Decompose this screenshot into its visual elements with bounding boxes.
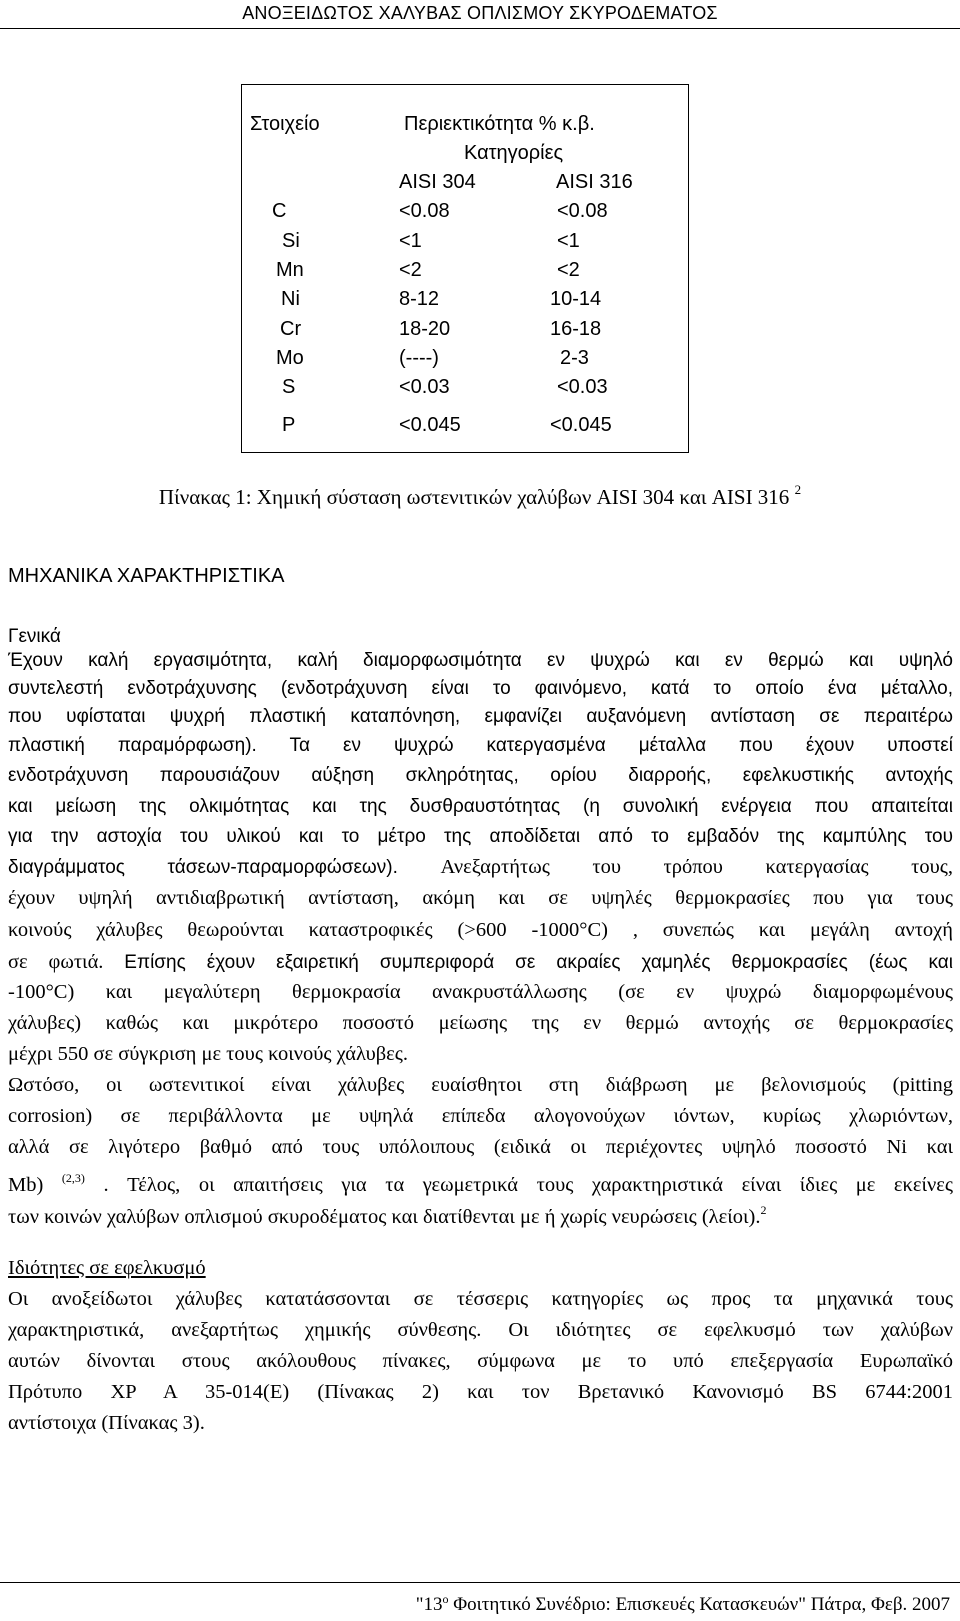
page-header: ΑΝΟΞΕΙΔΩΤΟΣ ΧΑΛΥΒΑΣ ΟΠΛΙΣΜΟΥ ΣΚΥΡΟΔΕΜΑΤΟΣ — [0, 0, 960, 29]
paragraph-line: μέχρι 550 σε σύγκριση με τους κοινούς χάλυβες. — [8, 1043, 409, 1065]
paragraph-line: χαρακτηριστικά, ανεξαρτήτως χημικής σύνθεσης. Οι ιδιότητες σε εφελκυσμό των χαλύβων — [8, 1319, 953, 1341]
paragraph-fragment: Τα εν ψυχρώ κατεργασμένα μέταλλα που έχουν υποστεί — [289, 735, 953, 756]
paragraph-line: που υφίσταται ψυχρή πλαστική καταπόνηση, εμφανίζει αυξανόμενη αντίσταση σε περαιτέρω — [8, 706, 953, 727]
table-cell-aisi316: <2 — [557, 259, 580, 281]
table-cell-aisi304: <2 — [399, 259, 422, 281]
table-header-element: Στοιχείο — [250, 113, 320, 135]
table-cell-element: Si — [282, 230, 300, 252]
paragraph-line — [8, 732, 953, 760]
paragraph-line: Ωστόσο, οι ωστενιτικοί είναι χάλυβες ευαίσθητοι στη διάβρωση με βελονισμούς (pitting — [8, 1074, 953, 1096]
table-cell-element: Mn — [276, 259, 304, 281]
table-header-content: Περιεκτικότητα % κ.β. — [404, 113, 595, 135]
table-cell-element: Cr — [280, 318, 302, 340]
paragraph-line: αυτών δίνονται στους ακόλουθους πίνακες, σύμφωνα με το υπό επεξεργασία Ευρωπαϊκό — [8, 1350, 953, 1372]
subheading-general: Γενικά — [8, 626, 61, 647]
table-cell-aisi304: 8-12 — [399, 288, 440, 310]
paragraph-fragment: Επίσης έχουν εξαιρετική συμπεριφορά σε ακραίες χαμηλές θερμοκρασίες (έως και — [124, 952, 953, 973]
composition-table — [241, 84, 689, 453]
table-cell-aisi316: 10-14 — [550, 288, 602, 310]
subheading-tensile — [8, 1254, 953, 1282]
paragraph-line — [8, 1196, 953, 1231]
paragraph-line: και μείωση της ολκιμότητας και της δυσθραυστότητας (η συνολική ενέργεια που απαιτείται — [8, 796, 953, 817]
reference-marker: (2,3) — [61, 1171, 85, 1185]
table-cell-aisi304: <0.045 — [399, 414, 461, 436]
table-cell-aisi316: 2-3 — [560, 347, 589, 369]
page-footer — [0, 1582, 960, 1617]
paragraph-line: -100°C) και μεγαλύτερη θερμοκρασία ανακρυστάλλωσης (σε εν ψυχρώ διαμορφωμένους — [8, 981, 953, 1003]
paragraph-line: έχουν υψηλή αντιδιαβρωτική αντίσταση, ακόμη και σε υψηλές θερμοκρασίες που για τους — [8, 887, 953, 909]
paragraph-fragment: Ανεξαρτήτως του τρόπου κατεργασίας τους, — [440, 856, 954, 878]
table-cell-aisi304: <0.03 — [399, 376, 450, 398]
table-cell-aisi304: <0.08 — [399, 200, 450, 222]
footer-superscript: ο — [442, 1592, 449, 1606]
paragraph-line: Πρότυπο XP A 35-014(E) (Πίνακας 2) και τον Βρετανικό Κανονισμό BS 6744:2001 — [8, 1381, 953, 1403]
reference-marker: 2 — [760, 1203, 767, 1217]
paragraph-line: για την αστοχία του υλικού και το μέτρο της αποδίδεται από το εμβαδόν της καμπύλης του — [8, 826, 953, 847]
table-cell-element: P — [282, 414, 296, 436]
paragraph-line: Οι ανοξείδωτοι χάλυβες κατατάσσονται σε τέσσερις κατηγορίες ως προς τα μηχανικά τους — [8, 1288, 953, 1310]
table-cell-aisi316: 16-18 — [550, 318, 602, 340]
table-cell-element: S — [282, 376, 296, 398]
table-cell-aisi316: <0.08 — [557, 200, 608, 222]
table-cell-element: Ni — [281, 288, 300, 310]
paragraph-line: συντελεστή ενδοτράχυνσης (ενδοτράχυνση είναι το φαινόμενο, κατά το οποίο ένα μέταλλο, — [8, 678, 953, 699]
table-cell-aisi304: 18-20 — [399, 318, 451, 340]
paragraph-line — [8, 948, 953, 977]
paragraph-fragment: Mb) — [8, 1174, 62, 1196]
paragraph-fragment: πλαστική παραμόρφωση). — [8, 735, 290, 756]
table-caption-text: Πίνακας 1: Χημική σύσταση ωστενιτικών χαλύβων AISI 304 και AISI 316 — [158, 485, 795, 509]
paragraph-line: Έχουν καλή εργασιμότητα, καλή διαμορφωσιμότητα εν ψυχρώ και εν θερμώ και υψηλό — [8, 650, 953, 671]
footer-text: "13 — [415, 1594, 443, 1615]
paragraph-fragment: των κοινών χαλύβων οπλισμού σκυροδέματος και διατίθενται με ή χωρίς νευρώσεις (λείοι). — [8, 1206, 761, 1228]
paragraph-line: ενδοτράχυνση παρουσιάζουν αύξηση σκληρότητας, ορίου διαρροής, εφελκυστικής αντοχής — [8, 765, 953, 786]
table-cell-aisi304: (----) — [399, 347, 439, 369]
table-cell-element: C — [272, 200, 287, 222]
paragraph-line: αντίστοιχα (Πίνακας 3). — [8, 1412, 205, 1434]
subheading-tensile-text: Ιδιότητες σε εφελκυσμό — [8, 1257, 206, 1279]
paragraph-line: χάλυβες) καθώς και μικρότερο ποσοστό μείωσης της εν θερμώ αντοχής σε θερμοκρασίες — [8, 1012, 953, 1034]
paragraph-fragment: . Τέλος, οι απαιτήσεις για τα γεωμετρικά τους χαρακτηριστικά είναι ίδιες με εκείνες — [84, 1174, 953, 1196]
table-header-aisi316: AISI 316 — [556, 171, 633, 193]
paragraph-line: αλλά σε λιγότερο βαθμό από τους υπόλοιπους (ειδικά οι περιέχοντες υψηλό ποσοστό Ni και — [8, 1136, 953, 1158]
paragraph-line: κοινούς χάλυβες θεωρούνται καταστροφικές (>600 -1000°C) , συνεπώς και μεγάλη αντοχή — [8, 919, 953, 941]
paragraph-line — [8, 1164, 953, 1199]
table-header-categories: Κατηγορίες — [464, 142, 564, 164]
paragraph-fragment: διαγράμματος τάσεων-παραμορφώσεων). — [8, 857, 441, 878]
table-caption-ref: 2 — [794, 482, 802, 497]
table-cell-element: Mo — [276, 347, 304, 369]
table-cell-aisi304: <1 — [399, 230, 422, 252]
section-title: ΜΗΧΑΝΙΚΑ ΧΑΡΑΚΤΗΡΙΣΤΙΚΑ — [8, 565, 285, 587]
table-caption — [0, 482, 960, 510]
table-cell-aisi316: <1 — [557, 230, 580, 252]
footer-text: Φοιτητικό Συνέδριο: Επισκευές Κατασκευών" Πάτρα, Φεβ. 2007 — [448, 1594, 950, 1615]
table-header-aisi304: AISI 304 — [399, 171, 476, 193]
table-cell-aisi316: <0.045 — [550, 414, 612, 436]
paragraph-line: corrosion) σε περιβάλλοντα με υψηλά επίπεδα αλογονούχων ιόντων, κυρίως χλωριόντων, — [8, 1105, 953, 1127]
paragraph-line — [8, 853, 953, 882]
paragraph-fragment: σε φωτιά. — [8, 951, 125, 973]
table-cell-aisi316: <0.03 — [557, 376, 608, 398]
